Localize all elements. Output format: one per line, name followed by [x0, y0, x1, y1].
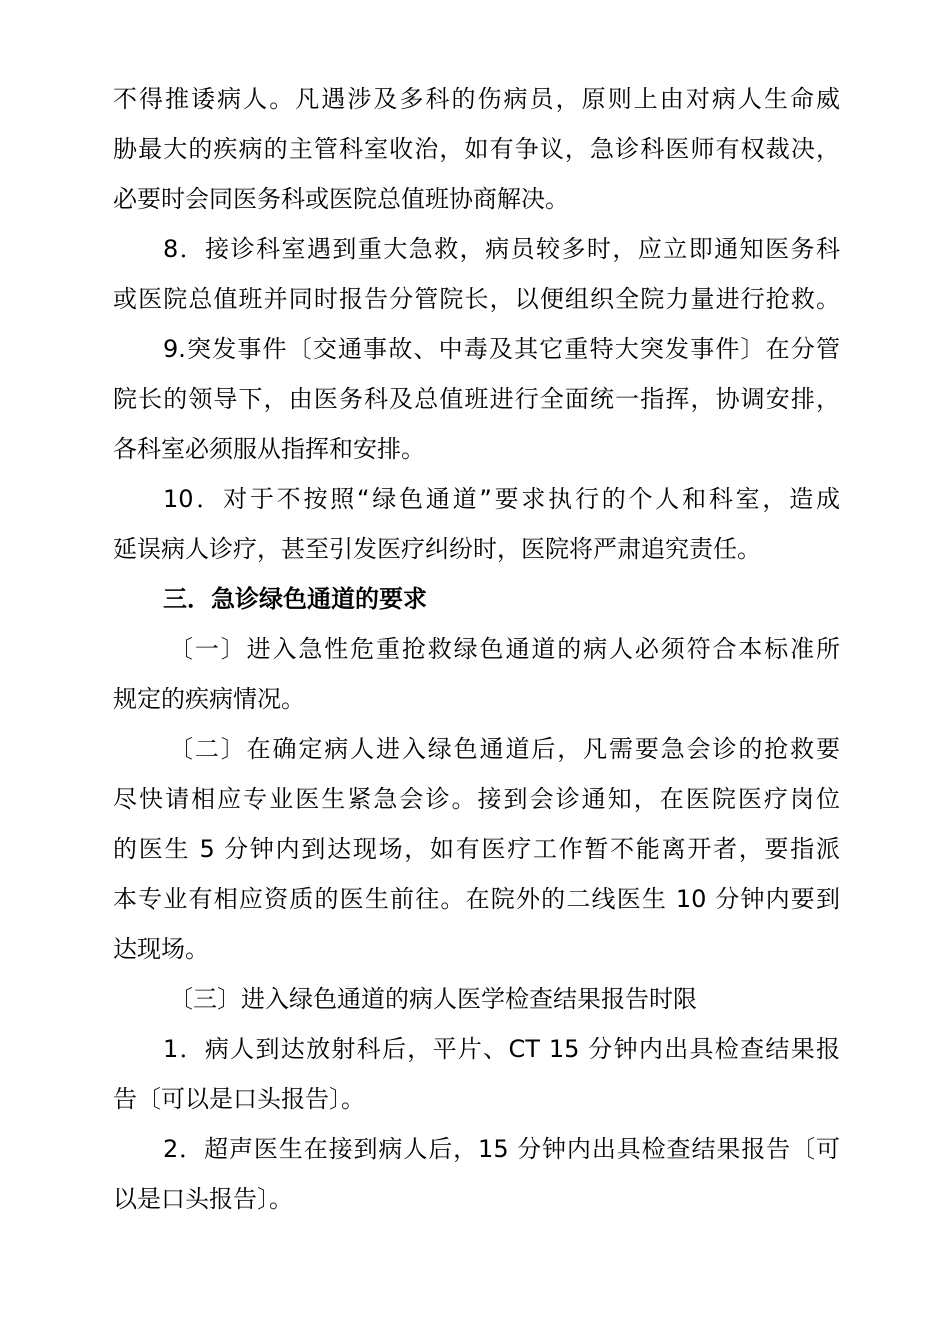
paragraph-sub-3: 〔三〕进入绿色通道的病人医学检查结果报告时限: [169, 985, 697, 1013]
text-line: 必要时会同医务科或医院总值班协商解决。: [113, 185, 569, 213]
paragraph-item-9: 9.突发事件〔交通事故、中毒及其它重特大突发事件〕在分管: [163, 335, 840, 363]
text-line: 或医院总值班并同时报告分管院长，以便组织全院力量进行抢救。: [113, 285, 840, 313]
text-line: 本专业有相应资质的医生前往。在院外的二线医生 10 分钟内要到: [113, 885, 840, 913]
text-line: 的医生 5 分钟内到达现场，如有医疗工作暂不能离开者，要指派: [113, 835, 840, 863]
paragraph-item-1: 1．病人到达放射科后，平片、CT 15 分钟内出具检查结果报: [163, 1035, 840, 1063]
paragraph-sub-1: 〔一〕进入急性危重抢救绿色通道的病人必须符合本标准所: [169, 635, 840, 663]
paragraph-item-2: 2．超声医生在接到病人后，15 分钟内出具检查结果报告〔可: [163, 1135, 840, 1163]
text-line: 规定的疾病情况。: [113, 685, 305, 713]
text-line: 告〔可以是口头报告〕。: [113, 1085, 365, 1113]
text-line: 延误病人诊疗，甚至引发医疗纠纷时，医院将严肃追究责任。: [113, 535, 761, 563]
paragraph-sub-2: 〔二〕在确定病人进入绿色通道后，凡需要急会诊的抢救要: [169, 735, 840, 763]
paragraph-item-10: 10．对于不按照“绿色通道”要求执行的个人和科室，造成: [163, 485, 840, 513]
text-line: 达现场。: [113, 935, 209, 963]
text-line: 院长的领导下，由医务科及总值班进行全面统一指挥，协调安排，: [113, 385, 840, 413]
text-line: 以是口头报告〕。: [113, 1185, 293, 1213]
section-heading: 三．急诊绿色通道的要求: [163, 585, 427, 613]
text-line: 不得推诿病人。凡遇涉及多科的伤病员，原则上由对病人生命威: [113, 85, 840, 113]
paragraph-item-8: 8．接诊科室遇到重大急救，病员较多时，应立即通知医务科: [163, 235, 840, 263]
text-line: 胁最大的疾病的主管科室收治，如有争议，急诊科医师有权裁决，: [113, 135, 840, 163]
text-line: 尽快请相应专业医生紧急会诊。接到会诊通知，在医院医疗岗位: [113, 785, 840, 813]
text-line: 各科室必须服从指挥和安排。: [113, 435, 425, 463]
